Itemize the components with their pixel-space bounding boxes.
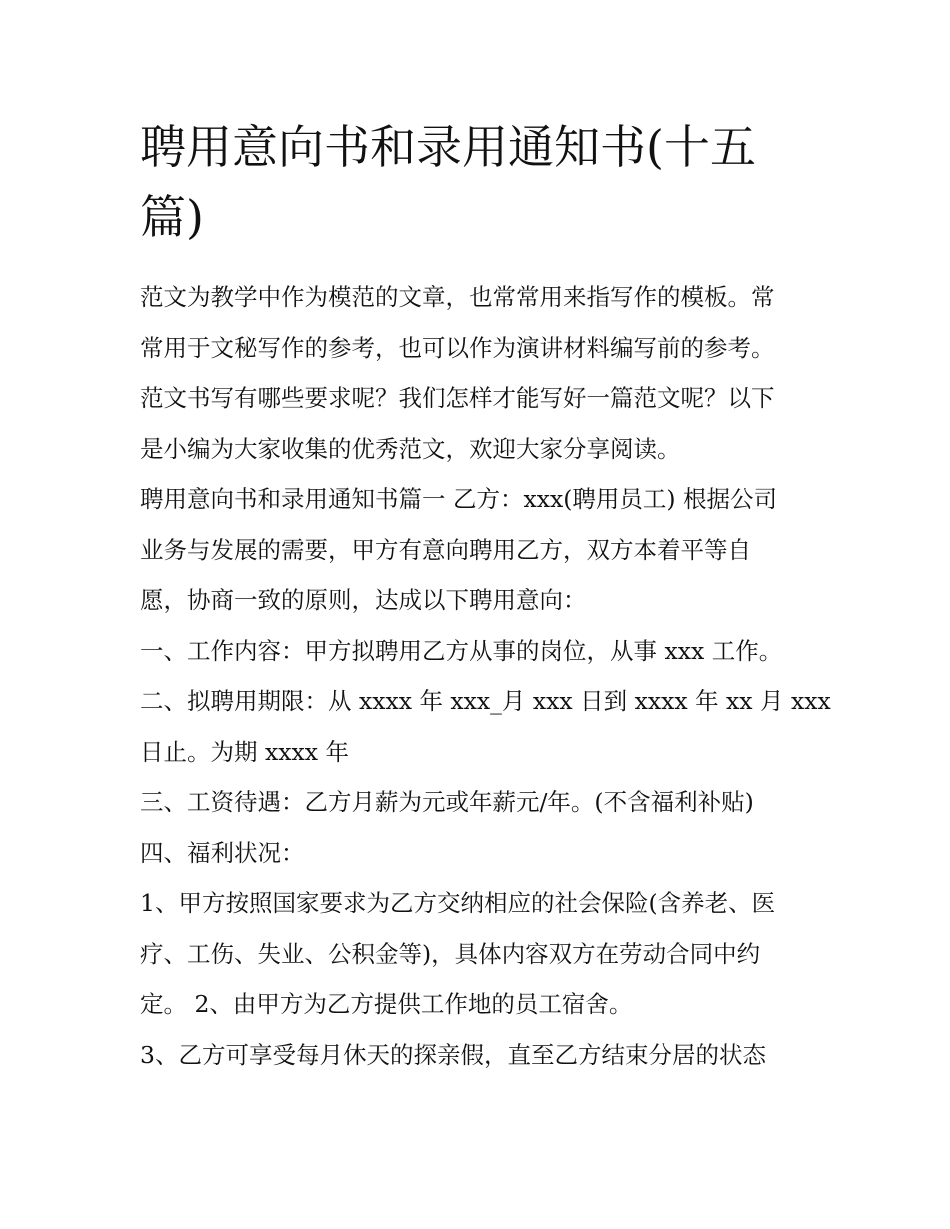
text-line: 愿，协商一致的原则，达成以下聘用意向： bbox=[140, 586, 587, 614]
title-line-1: 聘用意向书和录用通知书(十五 bbox=[140, 120, 756, 174]
text-line: 业务与发展的需要，甲方有意向聘用乙方，双方本着平等自 bbox=[140, 535, 751, 564]
text-line: 二、拟聘用期限：从 xxxx 年 xxx_月 xxx 日到 xxxx 年 xx 月 xxx bbox=[140, 687, 831, 715]
text-line: 四、福利状况： bbox=[140, 838, 305, 867]
text-line: 疗、工伤、失业、公积金等)，具体内容双方在劳动合同中约 bbox=[140, 939, 761, 968]
text-line: 三、工资待遇：乙方月薪为元或年薪元/年。(不含福利补贴) bbox=[140, 788, 754, 816]
text-line: 范文为教学中作为模范的文章，也常常用来指写作的模板。常 bbox=[140, 283, 775, 311]
text-line: 日止。为期 xxxx 年 bbox=[140, 737, 349, 766]
text-line: 范文书写有哪些要求呢？我们怎样才能写好一篇范文呢？以下 bbox=[140, 384, 775, 412]
text-line: 常用于文秘写作的参考，也可以作为演讲材料编写前的参考。 bbox=[140, 333, 775, 362]
text-line: 3、乙方可享受每月休天的探亲假，直至乙方结束分居的状态 bbox=[140, 1040, 766, 1069]
document-body bbox=[140, 112, 831, 1080]
text-line: 定。 2、由甲方为乙方提供工作地的员工宿舍。 bbox=[140, 990, 633, 1018]
text-line: 1、甲方按照国家要求为乙方交纳相应的社会保险(含养老、医 bbox=[140, 889, 776, 917]
text-line: 是小编为大家收集的优秀范文，欢迎大家分享阅读。 bbox=[140, 434, 681, 463]
document-title bbox=[140, 112, 820, 252]
text-line: 一、工作内容：甲方拟聘用乙方从事的岗位，从事 xxx 工作。 bbox=[140, 636, 783, 665]
title-line-2: 篇) bbox=[140, 190, 204, 244]
text-line: 聘用意向书和录用通知书篇一 乙方：xxx(聘用员工) 根据公司 bbox=[140, 485, 778, 513]
